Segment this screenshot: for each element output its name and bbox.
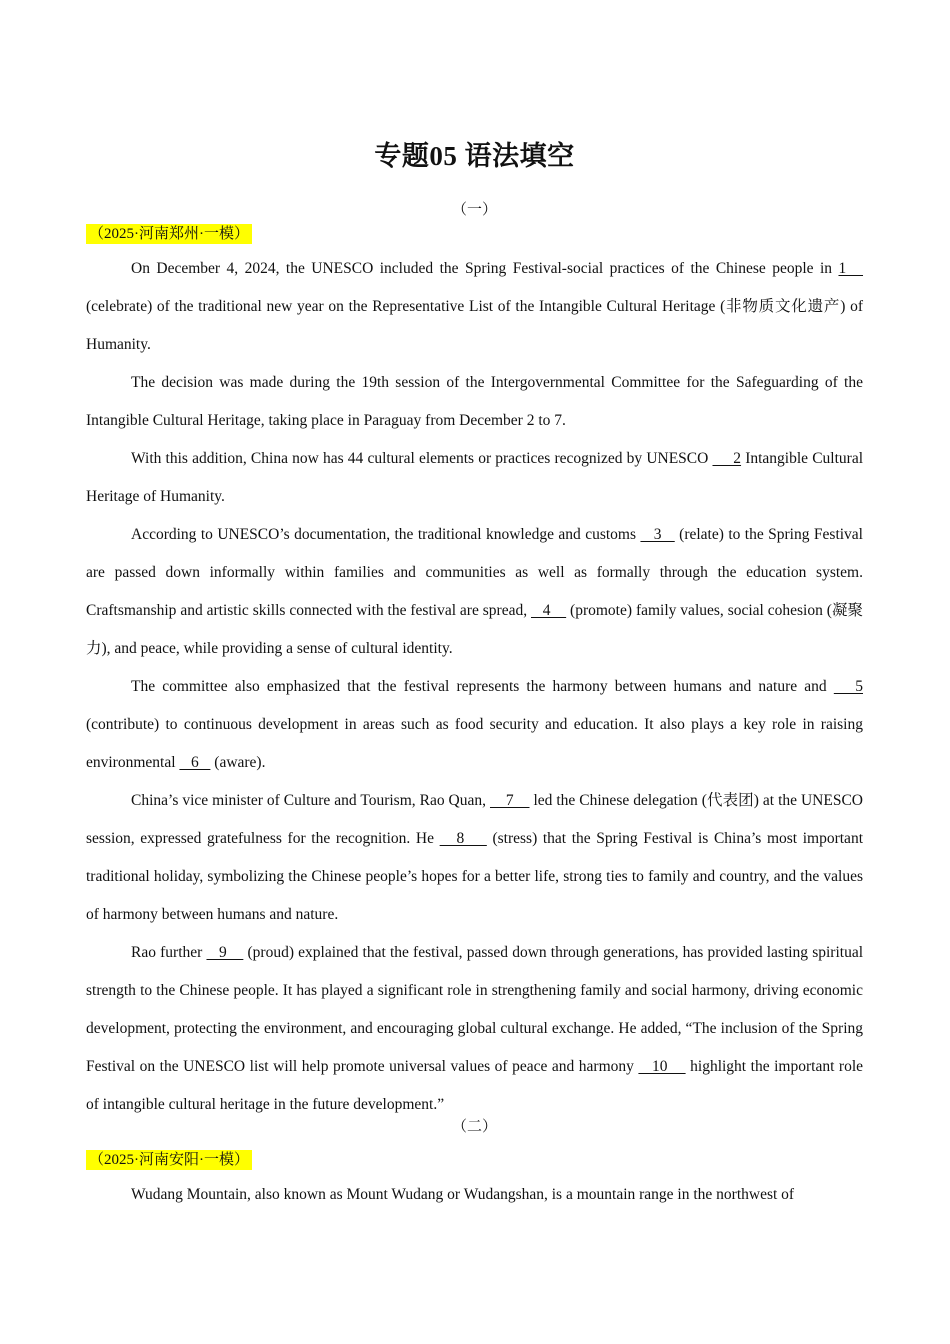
paragraph-text: (contribute) to continuous development in areas such as food security and education. It also plays a key role in raising environmental bbox=[86, 716, 863, 771]
paragraph bbox=[86, 1176, 863, 1214]
section-2-label: （二） bbox=[451, 1119, 497, 1135]
paragraph-text: With this addition, China now has 44 cultural elements or practices recognized by UNESCO bbox=[131, 450, 713, 467]
paragraph-text: (proud) explained that the festival, passed down through generations, has provided lasting spiritual strength to the Chinese people. It has played a significant role in strengthening family and social harmony, driving economic development, protecting the environment, and encouraging global cultural exchange. He added, “The inclusion of the Spring Festival on the UNESCO list will help promote universal values of peace and harmony bbox=[86, 944, 864, 1075]
paragraph bbox=[86, 516, 863, 668]
page-title: 专题05 语法填空 bbox=[374, 141, 575, 171]
paragraph-text: The committee also emphasized that the festival represents the harmony between humans and nature and bbox=[131, 678, 834, 695]
answer-blank[interactable]: 9 bbox=[206, 944, 244, 961]
paragraph bbox=[86, 440, 863, 516]
section-1-source-tag: （2025·河南郑州·一模） bbox=[86, 224, 252, 244]
paragraph-text: (relate) to the Spring Festival are passed down informally within families and communities as well as formally through the education system. Craftsmanship and artistic skills connected with the festival are spread, bbox=[86, 526, 863, 619]
paragraph-text: China’s vice minister of Culture and Tourism, Rao Quan, bbox=[131, 792, 490, 809]
section-2-source-tag: （2025·河南安阳·一模） bbox=[86, 1150, 252, 1170]
answer-blank[interactable]: 2 bbox=[712, 450, 742, 467]
paragraph-text: According to UNESCO’s documentation, the traditional knowledge and customs bbox=[131, 526, 641, 543]
section-1-body bbox=[86, 250, 863, 1124]
paragraph-text: (aware). bbox=[210, 754, 266, 771]
paragraph-text: led the Chinese delegation (代表团) at the UNESCO session, expressed gratefulness for the recognition. He bbox=[86, 792, 863, 847]
answer-blank[interactable]: 7 bbox=[489, 792, 530, 809]
answer-blank[interactable]: 1 bbox=[838, 260, 864, 277]
answer-blank[interactable]: 8 bbox=[439, 830, 487, 847]
paragraph-text: Wudang Mountain, also known as Mount Wudang or Wudangshan, is a mountain range in the northwest of bbox=[131, 1186, 795, 1203]
paragraph-text: highlight the important role of intangible cultural heritage in the future development.” bbox=[86, 1058, 864, 1113]
answer-blank[interactable]: 4 bbox=[531, 602, 567, 619]
paragraph bbox=[86, 782, 863, 934]
paragraph-text: On December 4, 2024, the UNESCO included the Spring Festival-social practices of the Chinese people in bbox=[131, 260, 839, 277]
paragraph bbox=[86, 364, 863, 440]
section-1-label: （一） bbox=[451, 202, 497, 218]
answer-blank[interactable]: 6 bbox=[179, 754, 211, 771]
paragraph-text: The decision was made during the 19th session of the Intergovernmental Committee for the Safeguarding of the Intangible Cultural Heritage, taking place in Paraguay from December 2 to 7. bbox=[86, 374, 863, 429]
answer-blank[interactable]: 3 bbox=[640, 526, 675, 543]
paragraph bbox=[86, 250, 863, 364]
section-2-body bbox=[86, 1176, 863, 1214]
paragraph-text: (celebrate) of the traditional new year on the Representative List of the Intangible Cultural Heritage (非物质文化遗产) of Humanity. bbox=[86, 298, 863, 353]
paragraph-text: Rao further bbox=[131, 944, 207, 961]
paragraph-text: Intangible Cultural Heritage of Humanity. bbox=[86, 450, 864, 505]
paragraph-text: (stress) that the Spring Festival is China’s most important traditional holiday, symbolizing the Chinese people’s hopes for a better life, strong ties to family and country, and the values of harmony between humans and nature. bbox=[86, 830, 863, 923]
paragraph bbox=[86, 934, 863, 1124]
answer-blank[interactable]: 10 bbox=[638, 1058, 686, 1075]
paragraph bbox=[86, 668, 863, 782]
paragraph-text: (promote) family values, social cohesion (凝聚力), and peace, while providing a sense of cultural identity. bbox=[86, 602, 864, 657]
answer-blank[interactable]: 5 bbox=[833, 678, 863, 695]
